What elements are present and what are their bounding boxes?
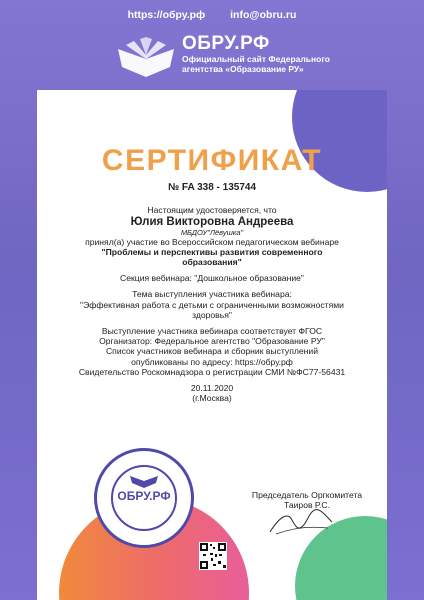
recipient-org: МБДОУ"Лёвушка" [180, 227, 244, 237]
participation-text: принял(а) участие во Всероссийском педагогическом вебинаре [85, 236, 339, 247]
list-line2: опубликованы по адресу: https://обру.рф [131, 356, 293, 367]
book-logo-icon [116, 37, 176, 81]
topic-label: Тема выступления участника вебинара: [132, 289, 292, 300]
logo-subtitle-line1: Официальный сайт Федерального [182, 54, 330, 64]
chair-title: Председатель Оргкомитета [251, 490, 363, 500]
city-text: (г.Москва) [192, 393, 232, 404]
topic-line2: здоровья" [192, 309, 232, 320]
logo [116, 33, 330, 81]
list-line1: Список участников вебинара и сборник выступлений [105, 346, 319, 357]
intro-text: Настоящим удостоверяется, что [147, 205, 277, 216]
seal-stamp [94, 448, 194, 548]
seal-text: ОБРУ.РФ [117, 489, 171, 503]
section-text: Секция вебинара: "Дошкольное образование" [120, 273, 304, 284]
site-link[interactable]: https://обру.рф [127, 9, 206, 21]
logo-subtitle-line2: агентства «Образование РУ» [182, 64, 304, 74]
topic-line1: "Эффективная работа с детьми с ограниченными возможностями [80, 299, 344, 310]
webinar-title-line1: "Проблемы и перспективы развития современного [101, 246, 323, 257]
certificate-number: № FA 338 - 135744 [167, 182, 257, 193]
webinar-title-line2: образования" [182, 257, 242, 268]
signature-icon [266, 508, 336, 538]
registration-text: Свидетельство Роскомнадзора о регистрации СМИ №ФС77-56431 [78, 366, 346, 377]
qr-code-icon [199, 542, 227, 570]
seal-book-icon [129, 473, 159, 489]
chair-name: Таиров Р.С. [283, 500, 331, 510]
certificate-content [37, 183, 387, 403]
fgos-text: Выступление участника вебинара соответствует ФГОС [101, 326, 323, 337]
logo-subtitle [182, 54, 330, 74]
top-links [0, 9, 424, 21]
logo-title: ОБРУ.РФ [182, 33, 270, 54]
organizer-text: Организатор: Федеральное агентство "Образование РУ" [99, 336, 325, 347]
certificate-title: СЕРТИФИКАТ [101, 144, 323, 177]
recipient-name: Юлия Викторовна Андреева [130, 216, 294, 229]
date-text: 20.11.2020 [190, 383, 234, 394]
email-link[interactable]: info@obru.ru [230, 9, 297, 21]
certificate-sheet [37, 90, 387, 600]
chair-signature-block [242, 490, 372, 510]
